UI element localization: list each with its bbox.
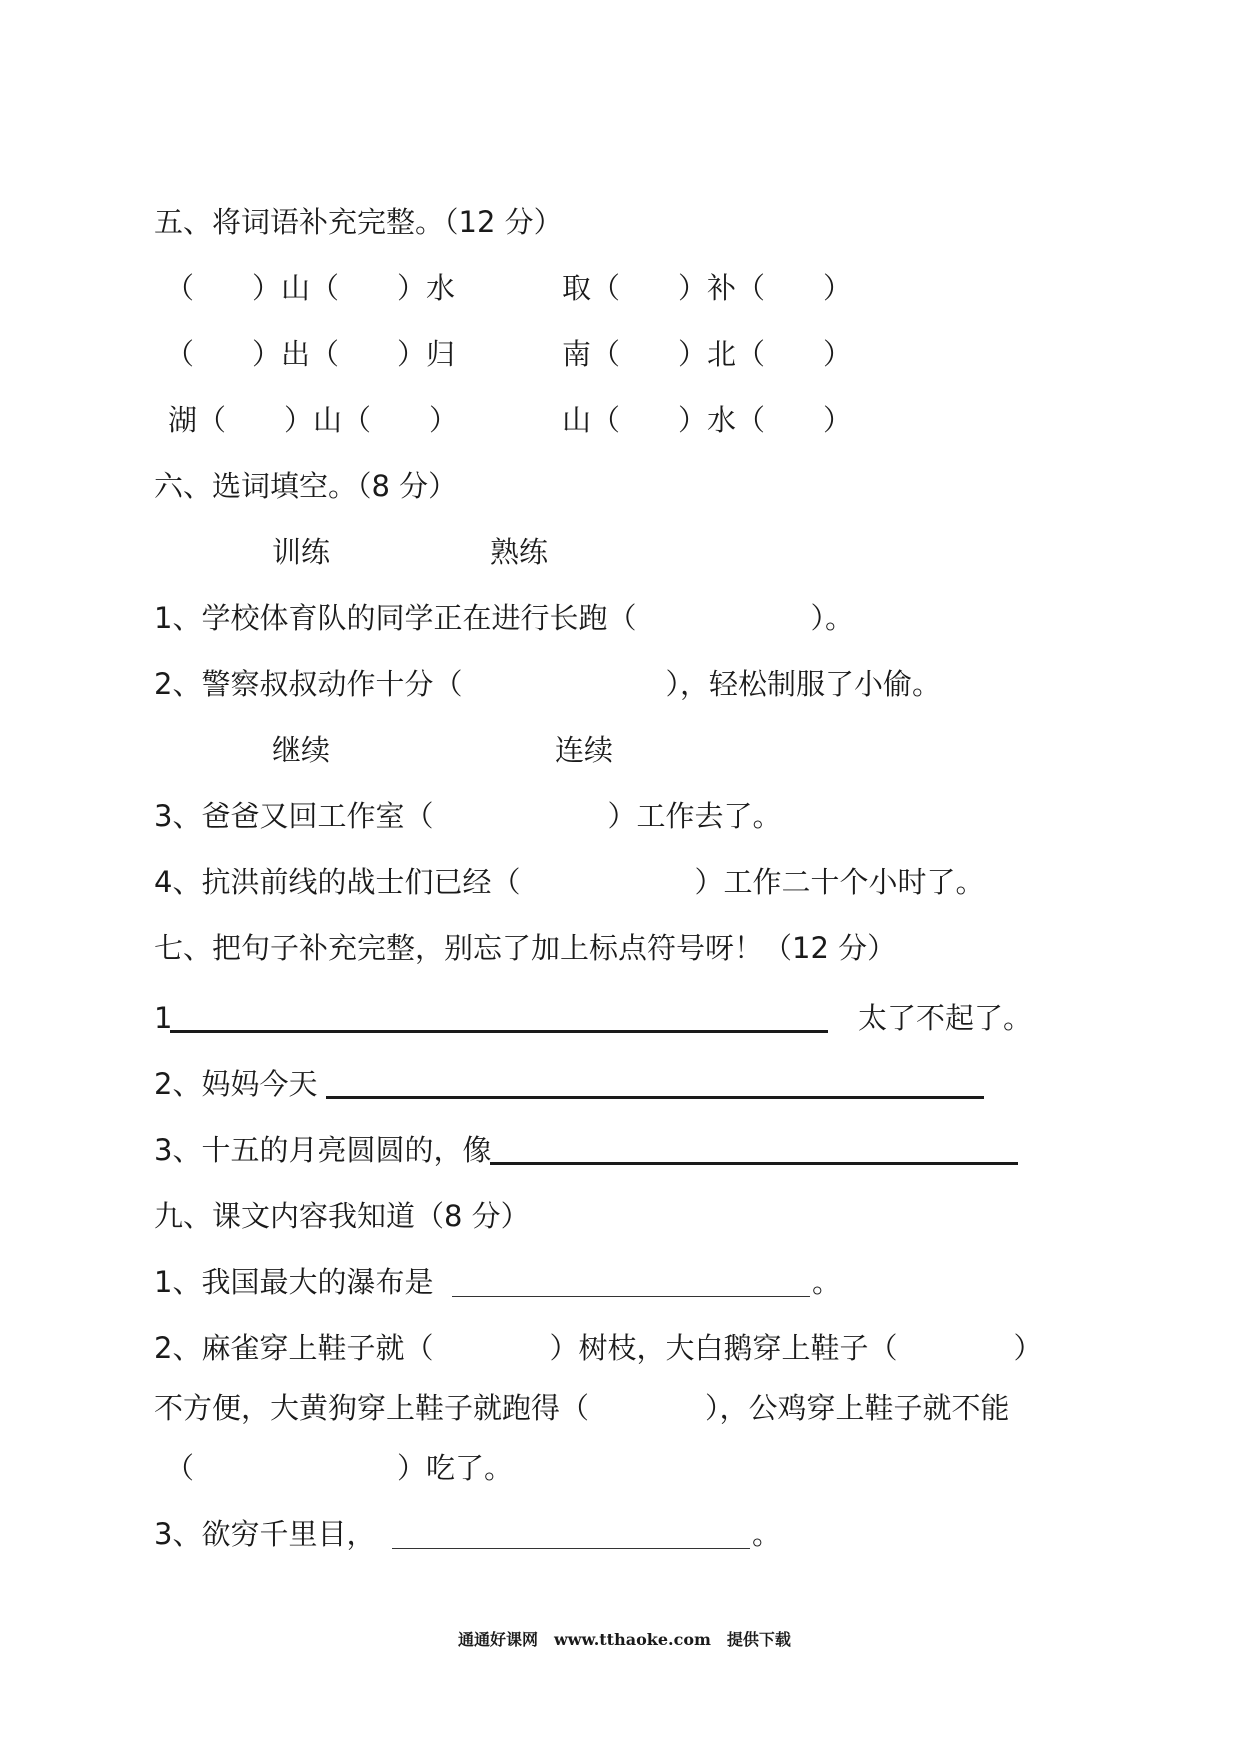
knowledge-q1-answer-line[interactable] [452, 1296, 810, 1297]
knowledge-q1-suffix: 。 [812, 1265, 842, 1299]
sentence-1-number: 1 [154, 1001, 173, 1035]
word-option-xunlian: 训练 [272, 535, 331, 569]
knowledge-q3-suffix: 。 [752, 1517, 782, 1551]
fill-question-3[interactable]: 3、爸爸又回工作室（ ）工作去了。 [154, 799, 782, 833]
section-7-title: 七、把句子补充完整，别忘了加上标点符号呀！（12 分） [154, 931, 897, 965]
idiom-blank-row-2-left[interactable]: （ ）出（ ）归 [165, 337, 456, 371]
idiom-blank-row-3-right[interactable]: 山（ ）水（ ） [562, 403, 853, 437]
knowledge-q3-answer-line[interactable] [392, 1548, 750, 1549]
knowledge-q2-line-3[interactable]: （ ）吃了。 [165, 1451, 514, 1485]
idiom-blank-row-2-right[interactable]: 南（ ）北（ ） [562, 337, 853, 371]
word-option-jixu: 继续 [272, 733, 331, 767]
sentence-1-suffix: 太了不起了。 [858, 1001, 1033, 1035]
sentence-3-prefix: 3、十五的月亮圆圆的，像 [154, 1133, 492, 1167]
knowledge-q3-prefix: 3、欲穷千里目， [154, 1517, 376, 1551]
fill-question-1[interactable]: 1、学校体育队的同学正在进行长跑（ ）。 [154, 601, 854, 635]
idiom-blank-row-1-left[interactable]: （ ）山（ ）水 [165, 271, 456, 305]
word-option-lianxu: 连续 [555, 733, 614, 767]
sentence-2-prefix: 2、妈妈今天 [154, 1067, 318, 1101]
sentence-3-answer-line[interactable] [490, 1162, 1018, 1165]
word-option-shulian: 熟练 [490, 535, 549, 569]
fill-question-4[interactable]: 4、抗洪前线的战士们已经（ ）工作二十个小时了。 [154, 865, 985, 899]
idiom-blank-row-1-right[interactable]: 取（ ）补（ ） [562, 271, 853, 305]
fill-question-2[interactable]: 2、警察叔叔动作十分（ ），轻松制服了小偷。 [154, 667, 941, 701]
knowledge-q2-line-1[interactable]: 2、麻雀穿上鞋子就（ ）树枝，大白鹅穿上鞋子（ ） [154, 1331, 1043, 1365]
section-9-title: 九、课文内容我知道（8 分） [154, 1199, 530, 1233]
sentence-1-answer-line[interactable] [170, 1030, 828, 1033]
footer-source: 通通好课网 www.tthaoke.com 提供下载 [458, 1630, 791, 1649]
idiom-blank-row-3-left[interactable]: 湖（ ）山（ ） [168, 403, 459, 437]
knowledge-q1-prefix: 1、我国最大的瀑布是 [154, 1265, 434, 1299]
sentence-2-answer-line[interactable] [326, 1096, 984, 1099]
knowledge-q2-line-2[interactable]: 不方便，大黄狗穿上鞋子就跑得（ ），公鸡穿上鞋子就不能 [154, 1391, 1010, 1425]
section-5-title: 五、将词语补充完整。（12 分） [154, 205, 563, 239]
section-6-title: 六、选词填空。（8 分） [154, 469, 458, 503]
